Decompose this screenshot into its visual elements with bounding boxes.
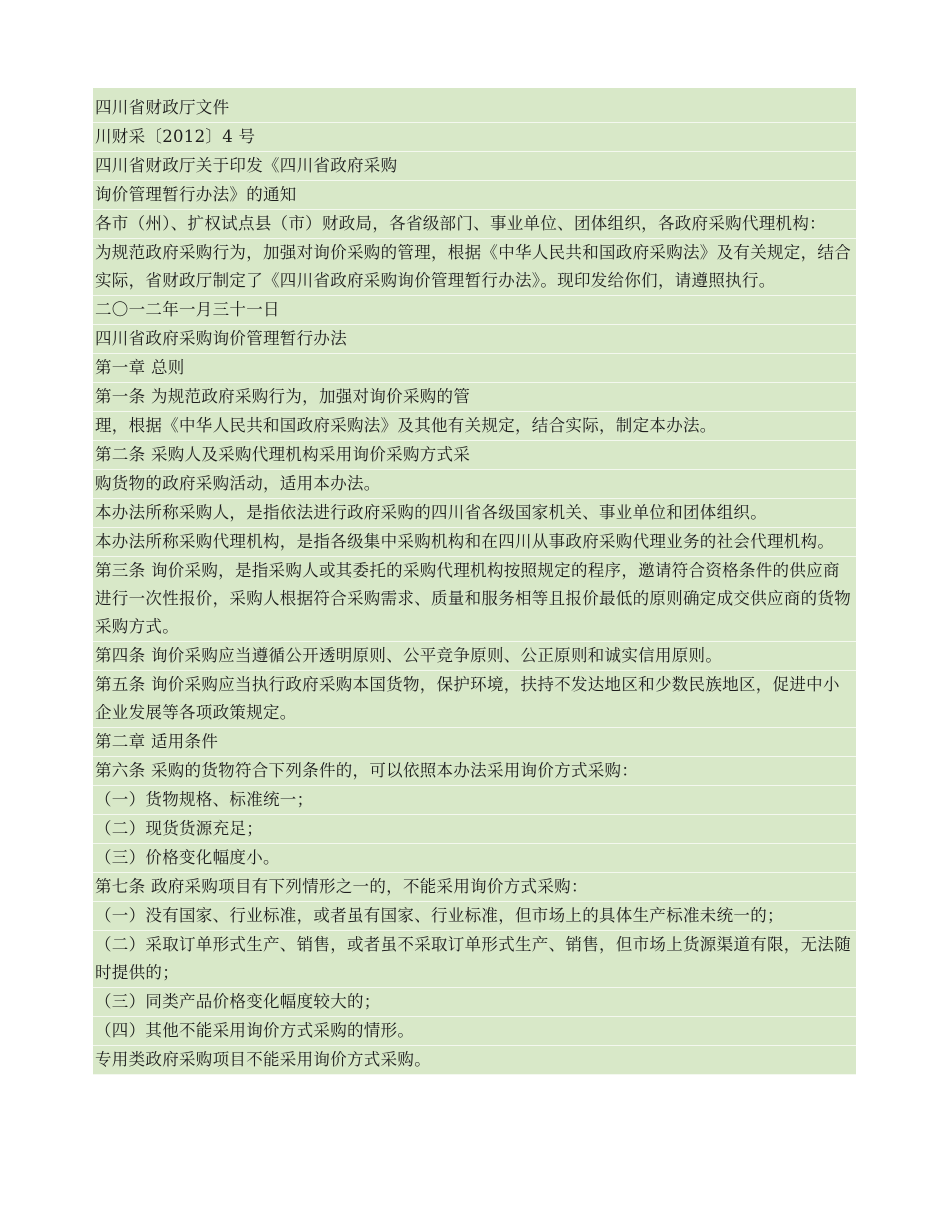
article-paragraph: 第六条 采购的货物符合下列条件的，可以依照本办法采用询价方式采购： — [93, 757, 856, 786]
regulation-title: 四川省政府采购询价管理暂行办法 — [93, 325, 856, 354]
doc-header: 四川省财政厅文件 — [93, 88, 856, 123]
addressee: 各市（州）、扩权试点县（市）财政局，各省级部门、事业单位、团体组织，各政府采购代理机构： — [93, 210, 856, 239]
article-paragraph: 理，根据《中华人民共和国政府采购法》及其他有关规定，结合实际，制定本办法。 — [93, 412, 856, 441]
list-item: （二）采取订单形式生产、销售，或者虽不采取订单形式生产、销售，但市场上货源渠道有限，无法随时提供的； — [93, 931, 856, 988]
article-paragraph: 购货物的政府采购活动，适用本办法。 — [93, 470, 856, 499]
list-item: （二）现货货源充足； — [93, 815, 856, 844]
issue-date: 二〇一二年一月三十一日 — [93, 296, 856, 325]
list-item: （一）货物规格、标准统一； — [93, 786, 856, 815]
doc-title-line-2: 询价管理暂行办法》的通知 — [93, 181, 856, 210]
article-paragraph: 第三条 询价采购，是指采购人或其委托的采购代理机构按照规定的程序，邀请符合资格条件的供应商进行一次性报价，采购人根据符合采购需求、质量和服务相等且报价最低的原则确定成交供应商的货物采购方式。 — [93, 557, 856, 642]
intro-paragraph: 为规范政府采购行为，加强对询价采购的管理，根据《中华人民共和国政府采购法》及有关规定，结合实际，省财政厅制定了《四川省政府采购询价管理暂行办法》。现印发给你们，请遵照执行。 — [93, 239, 856, 296]
article-paragraph: 专用类政府采购项目不能采用询价方式采购。 — [93, 1046, 856, 1075]
article-paragraph: 第一条 为规范政府采购行为，加强对询价采购的管 — [93, 383, 856, 412]
list-item: （三）同类产品价格变化幅度较大的； — [93, 988, 856, 1017]
list-item: （三）价格变化幅度小。 — [93, 844, 856, 873]
article-paragraph: 第四条 询价采购应当遵循公开透明原则、公平竞争原则、公正原则和诚实信用原则。 — [93, 642, 856, 671]
article-paragraph: 第五条 询价采购应当执行政府采购本国货物，保护环境，扶持不发达地区和少数民族地区，促进中小企业发展等各项政策规定。 — [93, 671, 856, 728]
doc-title-line-1: 四川省财政厅关于印发《四川省政府采购 — [93, 152, 856, 181]
article-paragraph: 本办法所称采购人，是指依法进行政府采购的四川省各级国家机关、事业单位和团体组织。 — [93, 499, 856, 528]
chapter-heading: 第一章 总则 — [93, 354, 856, 383]
chapter-heading: 第二章 适用条件 — [93, 728, 856, 757]
article-paragraph: 第二条 采购人及采购代理机构采用询价采购方式采 — [93, 441, 856, 470]
article-paragraph: 第七条 政府采购项目有下列情形之一的，不能采用询价方式采购： — [93, 873, 856, 902]
article-paragraph: 本办法所称采购代理机构，是指各级集中采购机构和在四川从事政府采购代理业务的社会代理机构。 — [93, 528, 856, 557]
document-body — [93, 88, 856, 1075]
list-item: （一）没有国家、行业标准，或者虽有国家、行业标准，但市场上的具体生产标准未统一的； — [93, 902, 856, 931]
doc-number: 川财采〔2012〕4 号 — [93, 123, 856, 152]
list-item: （四）其他不能采用询价方式采购的情形。 — [93, 1017, 856, 1046]
